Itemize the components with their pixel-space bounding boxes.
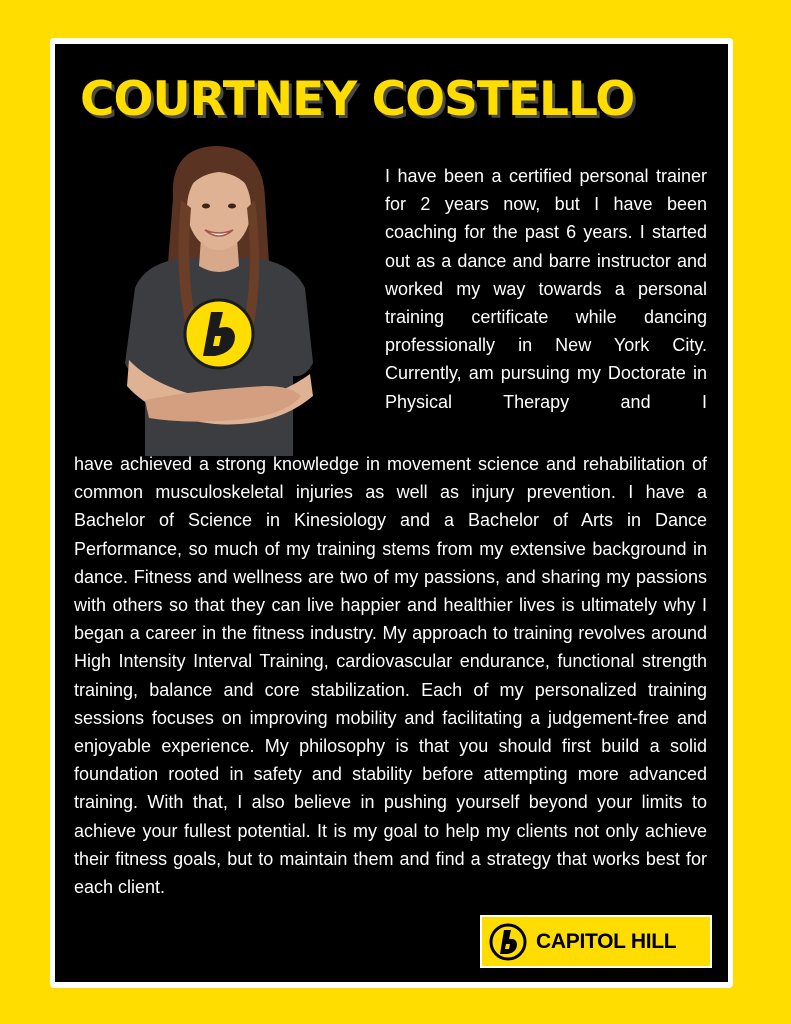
bio-body-text	[74, 450, 707, 901]
location-badge	[480, 915, 712, 968]
trainer-photo	[115, 138, 320, 456]
bio-body-paragraph: have achieved a strong knowledge in movement science and rehabilitation of common musculoskeletal injuries as well as injury prevention. I have a Bachelor of Science in Kinesiology and a Bachelor of Arts in Dance Performance, so much of my training stems from my extensive background in dance. Fitness and wellness are two of my passions, and sharing my passions with others so that they can live happier and healthier lives is ultimately why I began a career in the fitness industry. My approach to training revolves around High Intensity Interval Training, cardiovascular endurance, functional strength training, balance and core stabilization. Each of my personalized training sessions focuses on improving mobility and facilitating a judgement-free and enjoyable experience. My philosophy is that you should first build a solid foundation rooted in safety and stability before attempting more advanced training. With that, I also believe in pushing yourself beyond your limits to achieve your fullest potential. It is my goal to help my clients not only achieve their fitness goals, but to maintain them and find a strategy that works best for each client.	[74, 454, 707, 898]
location-label: CAPITOL HILL	[536, 929, 677, 953]
bio-intro-text: I have been a certified personal trainer for 2 years now, but I have been coaching for the past 6 years. I started out as a dance and barre instructor and worked my way towards a personal training certificate while dancing professionally in New York City. Currently, am pursuing my Doctorate in Physical Therapy and I	[385, 166, 707, 412]
trainer-name: COURTNEY COSTELLO	[80, 72, 635, 127]
brand-logo-icon	[488, 922, 528, 962]
